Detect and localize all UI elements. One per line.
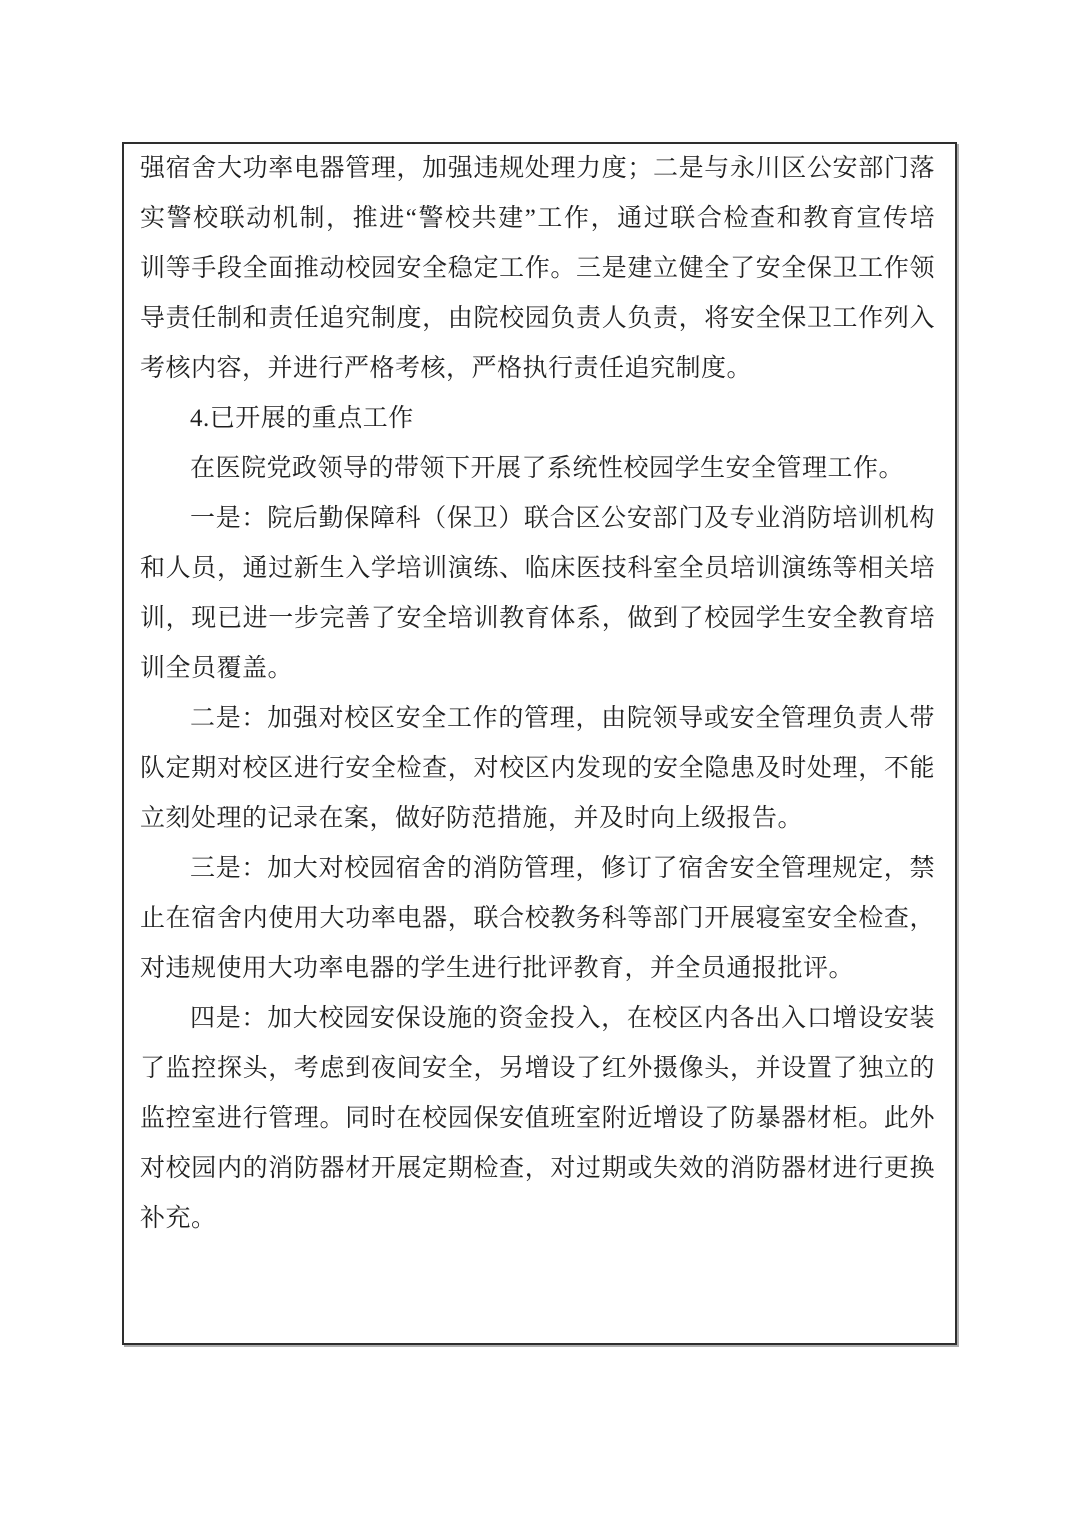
- text-line: 考核内容，并进行严格考核，严格执行责任追究制度。: [140, 355, 753, 382]
- list-item-paragraph-3: [140, 844, 935, 994]
- text-line: 强宿舍大功率电器管理，加强违规处理力度；二是与永川区公安部门落: [140, 155, 935, 182]
- list-item-paragraph-2: [140, 694, 935, 844]
- text-line: 实警校联动机制，推进“警校共建”工作，通过联合检查和教育宣传培: [140, 205, 935, 232]
- text-line: 立刻处理的记录在案，做好防范措施，并及时向上级报告。: [140, 805, 804, 832]
- text-line: 二是：加强对校区安全工作的管理，由院领导或安全管理负责人带: [190, 705, 935, 732]
- text-line: 三是：加大对校园宿舍的消防管理，修订了宿舍安全管理规定，禁: [190, 855, 935, 882]
- continuation-paragraph: [140, 144, 935, 394]
- text-line: 四是：加大校园安保设施的资金投入，在校区内各出入口增设安装: [190, 1005, 935, 1032]
- list-item-paragraph-1: [140, 494, 935, 694]
- text-line: 监控室进行管理。同时在校园保安值班室附近增设了防暴器材柜。此外: [140, 1105, 935, 1132]
- text-line: 止在宿舍内使用大功率电器，联合校教务科等部门开展寝室安全检查，: [140, 905, 935, 932]
- text-line: 训等手段全面推动校园安全稳定工作。三是建立健全了安全保卫工作领: [140, 255, 935, 282]
- text-line: 和人员，通过新生入学培训演练、临床医技科室全员培训演练等相关培: [140, 555, 935, 582]
- text-line: 了监控探头，考虑到夜间安全，另增设了红外摄像头，并设置了独立的: [140, 1055, 935, 1082]
- text-line: 导责任制和责任追究制度，由院校园负责人负责，将安全保卫工作列入: [140, 305, 935, 332]
- numbered-heading: [140, 394, 935, 444]
- text-line: 队定期对校区进行安全检查，对校区内发现的安全隐患及时处理，不能: [140, 755, 935, 782]
- text-line: 一是：院后勤保障科（保卫）联合区公安部门及专业消防培训机构: [190, 505, 935, 532]
- text-line: 对违规使用大功率电器的学生进行批评教育，并全员通报批评。: [140, 955, 855, 982]
- text-line: 补充。: [140, 1205, 217, 1232]
- text-line: 对校园内的消防器材开展定期检查，对过期或失效的消防器材进行更换: [140, 1155, 935, 1182]
- list-item-paragraph-4: [140, 994, 935, 1244]
- heading-line: 4.已开展的重点工作: [190, 405, 414, 432]
- text-line: 训，现已进一步完善了安全培训教育体系，做到了校园学生安全教育培: [140, 605, 935, 632]
- bordered-text-cell: [122, 142, 957, 1345]
- text-line: 在医院党政领导的带领下开展了系统性校园学生安全管理工作。: [190, 455, 905, 482]
- body-paragraph: [140, 444, 935, 494]
- text-line: 训全员覆盖。: [140, 655, 294, 682]
